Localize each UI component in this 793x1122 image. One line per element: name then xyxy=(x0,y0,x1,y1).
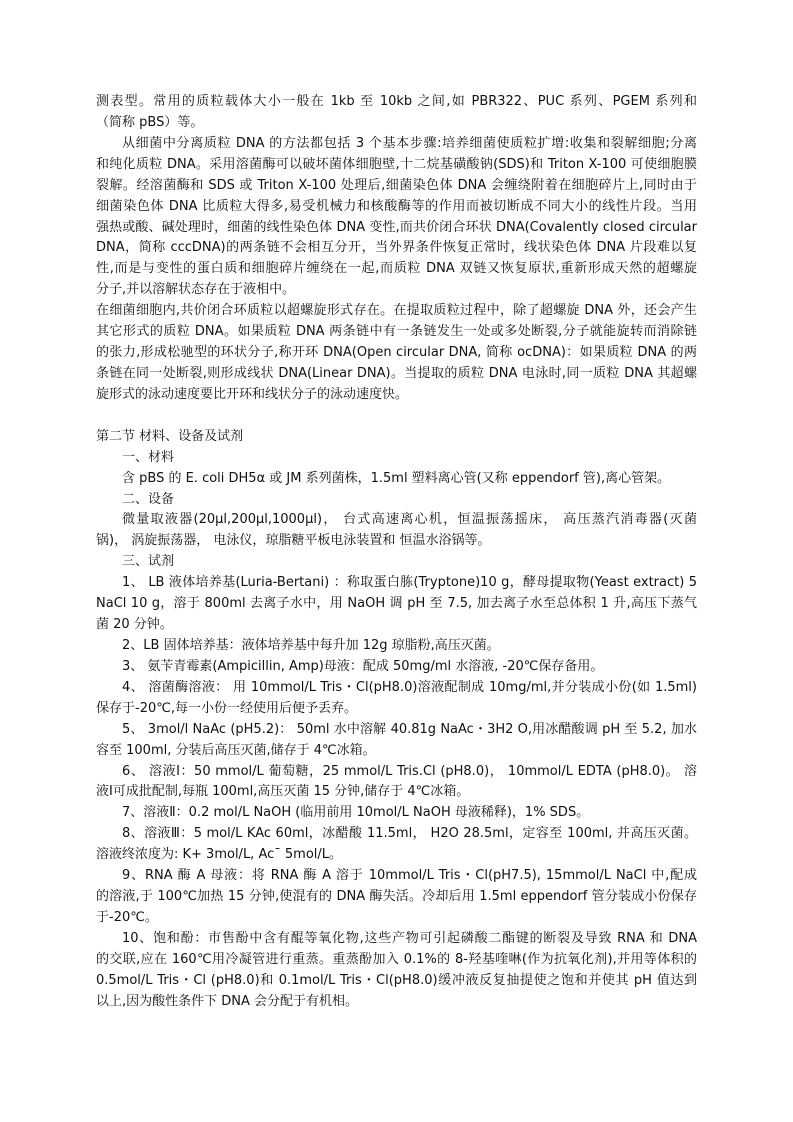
text-line: 6、 溶液Ⅰ：50 mmol/L 葡萄糖，25 mmol/L Tris.Cl (pH8.0)， 10mmol/L EDTA (pH8.0)。 溶 xyxy=(122,763,697,779)
text-line: 的张力,形成松驰型的环状分子,称开环 DNA(Open circular DNA, 简称 ocDNA)：如果质粒 DNA 的两 xyxy=(96,345,697,361)
text-line: 微量取液器(20μl,200μl,1000μl)， 台式高速离心机，恒温振荡摇床， 高压蒸汽消毒器(灭菌 xyxy=(122,512,697,528)
text-line: 4、 溶菌酶溶液： 用 10mmol/L Tris・Cl(pH8.0)溶液配制成 10mg/ml,并分装成小份(如 1.5ml) xyxy=(122,679,697,695)
text-line: 于-20℃。 xyxy=(96,909,158,925)
text-line: 在细菌细胞内,共价闭合环质粒以超螺旋形式存在。在提取质粒过程中，除了超螺旋 DNA 外，还会产生 xyxy=(96,303,697,319)
text-line: 0.5mol/L Tris・Cl (pH8.0)和 0.1mol/L Tris・Cl(pH8.0)缓冲液反复抽提使之饱和并使其 pH 值达到 xyxy=(96,972,697,988)
text-line: DNA，简称 cccDNA)的两条链不会相互分开，当外界条件恢复正常时，线状染色体 DNA 片段难以复 xyxy=(96,240,697,256)
text-line: 测表型。常用的质粒载体大小一般在 1kb 至 10kb 之间,如 PBR322、PUC 系列、PGEM 系列和 xyxy=(96,94,697,109)
blank-line xyxy=(96,406,697,427)
subsection-heading-materials: 一、材料 xyxy=(122,449,175,465)
text-line: 8、溶液Ⅲ：5 mol/L KAc 60ml，冰醋酸 11.5ml， H2O 28.5ml，定容至 100ml, 并高压灭菌。 xyxy=(122,826,697,842)
text-line: 1、 LB 液体培养基(Luria-Bertani) ：称取蛋白胨(Tryptone)10 g，酵母提取物(Yeast extract) 5 xyxy=(122,575,697,591)
text-line: 液Ⅰ可成批配制,每瓶 100ml,高压灭菌 15 分钟,储存于 4℃冰箱。 xyxy=(96,784,470,800)
text-line: 的溶液,于 100℃加热 15 分钟,使混有的 DNA 酶失活。冷却后用 1.5ml eppendorf 管分装成小份保存 xyxy=(96,889,697,905)
text-line: （简称 pBS）等。 xyxy=(96,114,204,130)
text-line: 溶液终浓度为: K+ 3mol/L, Ac¯ 5mol/L。 xyxy=(96,847,343,863)
text-line: 锅)， 涡旋振荡器， 电泳仪，琼脂糖平板电泳装置和 恒温水浴锅等。 xyxy=(96,533,491,549)
text-line: 7、溶液Ⅱ：0.2 mol/L NaOH (临用前用 10mol/L NaOH 母液稀释)，1% SDS。 xyxy=(122,805,590,821)
text-line: 5、 3mol/l NaAc (pH5.2)： 50ml 水中溶解 40.81g NaAc・3H2 O,用冰醋酸调 pH 至 5.2, 加水 xyxy=(122,721,697,737)
text-line: 保存于-20℃,每一小份一经使用后便予丢弃。 xyxy=(96,700,357,716)
text-line: 分子,并以溶解状态存在于液相中。 xyxy=(96,282,296,298)
text-line: 容至 100ml, 分装后高压灭菌,储存于 4℃冰箱。 xyxy=(96,742,376,758)
text-line: 菌 20 分钟。 xyxy=(96,617,173,633)
document-page xyxy=(96,92,697,1013)
text-line: 的交联,应在 160℃用冷凝管进行重蒸。重蒸酚加入 0.1%的 8-羟基喹啉(作为抗氧化剂),并用等体积的 xyxy=(96,951,697,967)
text-line: 旋形式的泳动速度要比开环和线状分子的泳动速度快。 xyxy=(96,386,409,402)
section-heading: 第二节 材料、设备及试剂 xyxy=(96,428,244,444)
text-line: NaCl 10 g，溶于 800ml 去离子水中，用 NaOH 调 pH 至 7.5, 加去离子水至总体积 1 升,高压下蒸气 xyxy=(96,596,697,612)
text-line: 裂解。经溶菌酶和 SDS 或 Triton X-100 处理后,细菌染色体 DNA 会缠绕附着在细胞碎片上,同时由于 xyxy=(96,177,697,193)
text-line: 其它形式的质粒 DNA。如果质粒 DNA 两条链中有一条链发生一处或多处断裂,分子就能旋转而消除链 xyxy=(96,324,697,340)
subsection-heading-reagents: 三、试剂 xyxy=(122,554,175,570)
text-line: 含 pBS 的 E. coli DH5α 或 JM 系列菌株，1.5ml 塑料离心管(又称 eppendorf 管),离心管架。 xyxy=(122,470,671,486)
text-line: 以上,因为酸性条件下 DNA 会分配于有机相。 xyxy=(96,993,359,1009)
text-line: 细菌染色体 DNA 比质粒大得多,易受机械力和核酸酶等的作用而被切断成不同大小的线性片段。当用 xyxy=(96,198,697,214)
text-line: 性,而是与变性的蛋白质和细胞碎片缠绕在一起,而质粒 DNA 双链又恢复原状,重新形成天然的超螺旋 xyxy=(96,261,697,277)
text-line: 从细菌中分离质粒 DNA 的方法都包括 3 个基本步骤:培养细菌使质粒扩增:收集和裂解细胞;分离 xyxy=(122,135,697,151)
subsection-heading-equipment: 二、设备 xyxy=(122,491,175,507)
text-line: 和纯化质粒 DNA。采用溶菌酶可以破坏菌体细胞壁,十二烷基磺酸钠(SDS)和 Triton X-100 可使细胞膜 xyxy=(96,156,697,172)
text-line: 2、LB 固体培养基：液体培养基中每升加 12g 琼脂粉,高压灭菌。 xyxy=(122,637,500,653)
text-line: 9、RNA 酶 A 母液：将 RNA 酶 A 溶于 10mmol/L Tris・Cl(pH7.5), 15mmol/L NaCl 中,配成 xyxy=(122,868,697,884)
text-line: 3、 氨苄青霉素(Ampicillin, Amp)母液：配成 50mg/ml 水溶液, -20℃保存备用。 xyxy=(122,658,604,674)
text-line: 10、饱和酚：市售酚中含有醌等氧化物,这些产物可引起磷酸二酯键的断裂及导致 RNA 和 DNA xyxy=(122,930,697,946)
text-line: 强热或酸、碱处理时，细菌的线性染色体 DNA 变性,而共价闭合环状 DNA(Covalently closed circular xyxy=(96,219,697,235)
text-line: 条链在同一处断裂,则形成线状 DNA(Linear DNA)。当提取的质粒 DNA 电泳时,同一质粒 DNA 其超螺 xyxy=(96,365,697,381)
